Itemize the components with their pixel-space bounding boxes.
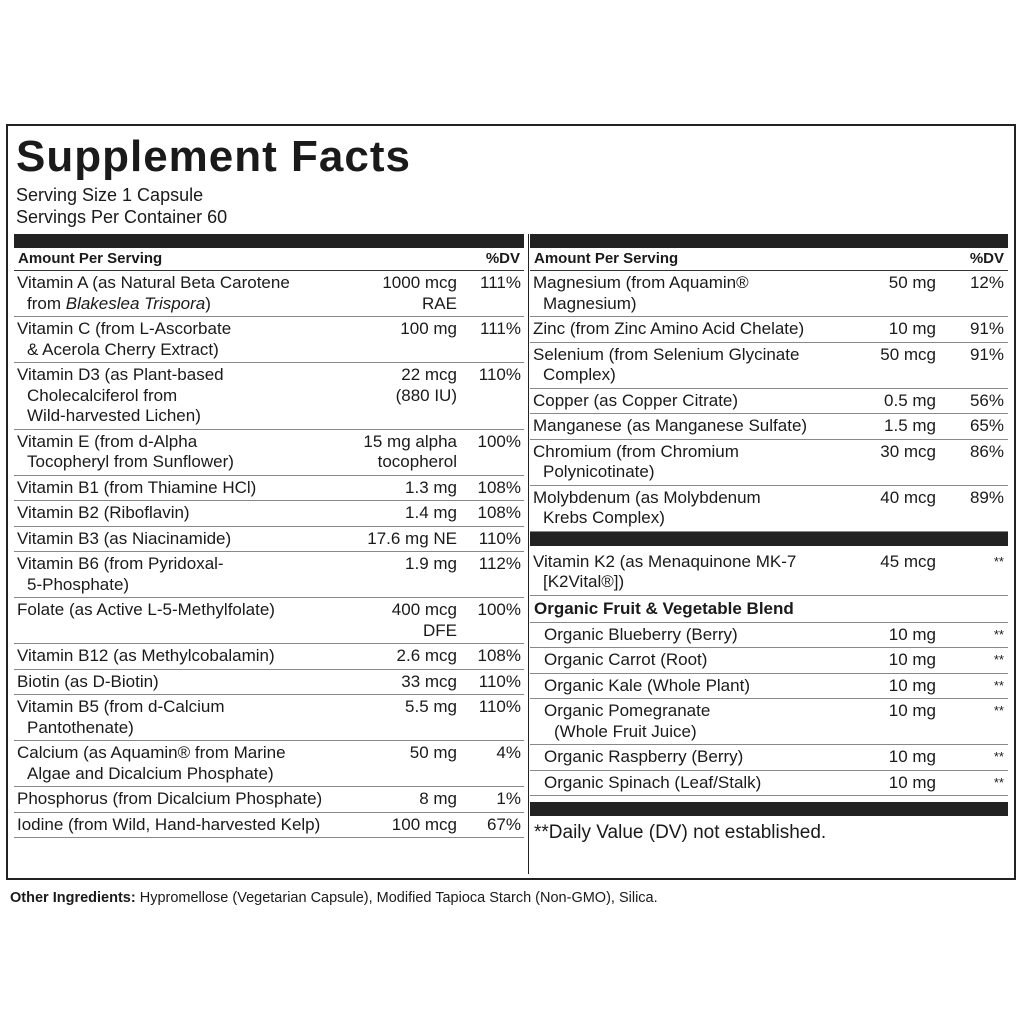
blend-rows [530,623,1008,797]
line: Organic Blueberry (Berry) [544,624,738,644]
nutrient-name [14,273,339,314]
nutrient-row [530,674,1008,700]
nutrient-dv: 108% [477,477,521,497]
nutrient-amount [339,672,457,693]
nutrient-row [530,745,1008,771]
nutrient-dv: 110% [478,365,521,384]
servings-per-container: Servings Per Container 60 [16,207,228,227]
nutrient-amount [836,345,936,386]
line: 1000 mcg [382,273,457,292]
nutrient-amount [339,743,457,784]
line: 22 mcg [401,365,457,384]
nutrient-dv: 112% [478,554,521,573]
other-ingredients-text: Hypromellose (Vegetarian Capsule), Modified Tapioca Starch (Non-GMO), Silica. [135,890,658,906]
line: Organic Raspberry (Berry) [544,747,744,766]
nutrient-name [14,365,339,427]
line: Zinc (from Zinc Amino Acid Chelate) [533,319,805,338]
nutrient-row [530,389,1008,415]
line: Tocopheryl from Sunflower) [27,452,234,471]
nutrient-row [530,317,1008,343]
nutrient-dv: 111% [480,273,521,292]
nutrient-name [530,747,836,768]
nutrient-row [14,476,524,502]
nutrient-amount [339,503,457,524]
nutrient-name [14,789,339,810]
nutrient-name [530,650,836,671]
line: Molybdenum (as Molybdenum [533,487,761,507]
nutrient-amount [339,789,457,810]
line: RAE [422,293,457,313]
nutrient-amount [339,600,457,641]
nutrient-name [530,319,836,340]
nutrient-dv: ** [993,677,1004,693]
line: 10 mg [888,701,936,720]
nutrient-name [14,554,339,595]
nutrient-amount [836,650,936,671]
nutrient-row [530,414,1008,440]
nutrient-dv: 111% [480,319,521,338]
line: Vitamin A (as Natural Beta Carotene [17,273,290,292]
k2-section [530,546,1008,596]
nutrient-dv: 67% [486,814,521,834]
line: 10 mg [888,319,936,338]
line: Wild-harvested Lichen) [27,406,201,425]
nutrient-amount [339,478,457,499]
nutrient-amount [836,416,936,437]
line: Phosphorus (from Dicalcium Phosphate) [17,789,323,808]
nutrient-name [530,676,836,697]
line: 10 mg [888,650,936,669]
amount-per-serving-header: Amount Per Serving [18,250,163,267]
nutrient-dv: 91% [969,344,1004,364]
nutrient-dv: ** [993,749,1004,764]
right-column [530,234,1008,844]
line: Complex) [543,365,616,384]
supplement-facts-panel [6,124,1016,880]
footer-bar [530,802,1008,816]
nutrient-row [14,741,524,787]
nutrient-row [14,695,524,741]
nutrient-row [14,501,524,527]
nutrient-name [530,701,836,742]
line: 15 mg alpha [363,431,457,451]
line: Vitamin K2 (as Menaquinone MK-7 [533,551,797,571]
line: Manganese (as Manganese Sulfate) [533,416,808,435]
line: 33 mcg [401,671,457,691]
line: Chromium (from Chromium [533,441,739,461]
nutrient-row [14,670,524,696]
nutrient-row [14,598,524,644]
nutrient-name [14,697,339,738]
nutrient-amount [836,273,936,314]
line: 50 mg [409,743,457,762]
line: 1.9 mg [405,554,457,573]
line: 100 mg [400,319,457,338]
nutrient-name [14,529,339,550]
nutrient-name [530,773,836,794]
line: Krebs Complex) [543,508,665,527]
line: Magnesium (from Aquamin® [533,273,749,292]
line: Vitamin B2 (Riboflavin) [17,503,190,522]
line: Folate (as Active L-5-Methylfolate) [17,600,275,619]
line: 1.5 mg [884,416,936,435]
panel-title: Supplement Facts [16,132,411,181]
nutrient-name [530,625,836,646]
nutrient-dv: ** [993,774,1004,790]
nutrient-dv: 86% [969,441,1004,461]
dv-header: %DV [485,250,520,267]
nutrient-row [530,623,1008,649]
nutrient-name [530,442,836,483]
nutrient-amount: 45 mcg [880,551,936,571]
nutrient-amount [836,701,936,742]
section-bar [530,532,1008,546]
right-header-row [530,248,1008,271]
nutrient-amount [339,365,457,427]
nutrient-dv: ** [993,626,1004,642]
line: Selenium (from Selenium Glycinate [533,344,800,364]
line: Vitamin C (from L-Ascorbate [17,319,232,338]
nutrient-row [14,813,524,839]
nutrient-amount [339,273,457,314]
line: 10 mg [888,772,936,792]
line: [K2Vital®]) [543,572,625,591]
serving-size: Serving Size 1 Capsule [16,185,204,205]
nutrient-dv: 100% [477,600,521,619]
nutrient-dv: 12% [969,273,1004,292]
line: 1.4 mg [405,503,457,522]
nutrient-dv: 91% [969,319,1004,338]
line: 5-Phosphate) [27,574,130,594]
nutrient-amount [836,319,936,340]
line: Organic Kale (Whole Plant) [544,675,750,695]
nutrient-name [14,743,339,784]
blend-title: Organic Fruit & Vegetable Blend [530,596,1008,623]
right-rows [530,271,1008,532]
nutrient-amount [836,747,936,768]
line: DFE [423,620,457,640]
line: from Blakeslea Trispora) [27,293,211,313]
left-column [14,234,524,838]
amount-per-serving-header: Amount Per Serving [534,250,679,267]
line: Vitamin B3 (as Niacinamide) [17,528,232,548]
nutrient-name [530,552,826,593]
line: Copper (as Copper Citrate) [533,390,739,410]
nutrient-amount [836,625,936,646]
line: Algae and Dicalcium Phosphate) [27,763,274,783]
line: Vitamin E (from d-Alpha [17,431,198,451]
nutrient-row [530,546,1008,596]
header-bar [530,234,1008,248]
nutrient-name [530,273,836,314]
line: 2.6 mcg [396,646,457,665]
nutrient-dv: 56% [969,390,1004,410]
nutrient-row [14,317,524,363]
nutrient-amount [836,676,936,697]
line: Vitamin D3 (as Plant-based [17,365,224,384]
nutrient-row [530,699,1008,745]
line: 0.5 mg [884,390,936,410]
line: 10 mg [888,675,936,695]
nutrient-amount [339,646,457,667]
column-divider [528,234,529,874]
line: 40 mcg [880,487,936,507]
line: Iodine (from Wild, Hand-harvested Kelp) [17,814,321,834]
line: Vitamin B6 (from Pyridoxal- [17,554,224,573]
nutrient-row [14,271,524,317]
nutrient-amount [836,773,936,794]
nutrient-row [530,271,1008,317]
nutrient-name [530,488,836,529]
nutrient-name [14,503,339,524]
nutrient-dv: ** [993,553,1004,569]
nutrient-row [530,648,1008,674]
nutrient-name [530,391,836,412]
line: 17.6 mg NE [367,528,457,548]
nutrient-row [14,527,524,553]
line: (Whole Fruit Juice) [554,721,697,741]
line: 5.5 mg [405,697,457,716]
left-header-row [14,248,524,271]
nutrient-dv: 110% [478,671,521,691]
species-name: Blakeslea Trispora [65,293,206,313]
nutrient-dv: ** [993,652,1004,667]
nutrient-amount [836,488,936,529]
dv-header: %DV [969,250,1004,267]
left-rows [14,271,524,838]
line: Magnesium) [543,293,637,313]
line: Vitamin B1 (from Thiamine HCl) [17,477,257,497]
line: 400 mcg [391,600,457,619]
nutrient-dv: 108% [477,646,521,665]
nutrient-amount [339,529,457,550]
nutrient-name [14,319,339,360]
nutrient-row [14,644,524,670]
line: 50 mcg [880,344,936,364]
nutrient-name [14,672,339,693]
line: & Acerola Cherry Extract) [27,339,219,359]
nutrient-row [14,787,524,813]
nutrient-dv: 108% [477,503,521,522]
nutrient-dv: 4% [496,743,521,762]
nutrient-name [14,646,339,667]
line: Calcium (as Aquamin® from Marine [17,743,286,762]
nutrient-amount [836,442,936,483]
nutrient-dv: 110% [478,528,521,548]
nutrient-amount [339,432,457,473]
line: Pantothenate) [27,717,134,737]
line: tocopherol [377,452,457,471]
line: Vitamin B12 (as Methylcobalamin) [17,646,275,665]
nutrient-name [14,600,339,641]
nutrient-name [14,478,339,499]
line: (880 IU) [395,385,457,405]
nutrient-row [14,552,524,598]
nutrient-row [530,440,1008,486]
nutrient-row [530,486,1008,532]
nutrient-name [530,345,836,386]
nutrient-name [530,416,836,437]
line: Biotin (as D-Biotin) [17,671,159,691]
header-bar [14,234,524,248]
line: 30 mcg [880,441,936,461]
nutrient-amount [339,554,457,595]
nutrient-amount [836,391,936,412]
nutrient-row [14,430,524,476]
nutrient-row [530,771,1008,797]
nutrient-dv: ** [993,703,1004,718]
line: Organic Carrot (Root) [544,650,708,669]
line: 100 mcg [391,814,457,834]
nutrient-row [530,343,1008,389]
line: Cholecalciferol from [27,385,178,405]
nutrient-dv: 89% [969,487,1004,507]
nutrient-dv: 100% [477,431,521,451]
nutrient-row [14,363,524,430]
nutrient-amount [339,815,457,836]
nutrient-name [14,815,339,836]
dv-footnote: **Daily Value (DV) not established. [534,822,827,843]
nutrient-dv: 1% [496,789,521,808]
other-ingredients-label: Other Ingredients: [10,890,136,906]
line: 10 mg [888,624,936,644]
other-ingredients [10,890,658,906]
line: 1.3 mg [405,477,457,497]
line: Organic Pomegranate [544,701,711,720]
line: 10 mg [888,747,936,766]
nutrient-name [14,432,339,473]
nutrient-amount [339,319,457,360]
line: Organic Spinach (Leaf/Stalk) [544,772,762,792]
nutrient-amount [339,697,457,738]
line: 50 mg [888,273,936,292]
line: 8 mg [419,789,457,808]
nutrient-dv: 65% [969,416,1004,435]
line: Vitamin B5 (from d-Calcium [17,697,225,716]
nutrient-dv: 110% [478,697,521,716]
line: Polynicotinate) [543,462,655,481]
